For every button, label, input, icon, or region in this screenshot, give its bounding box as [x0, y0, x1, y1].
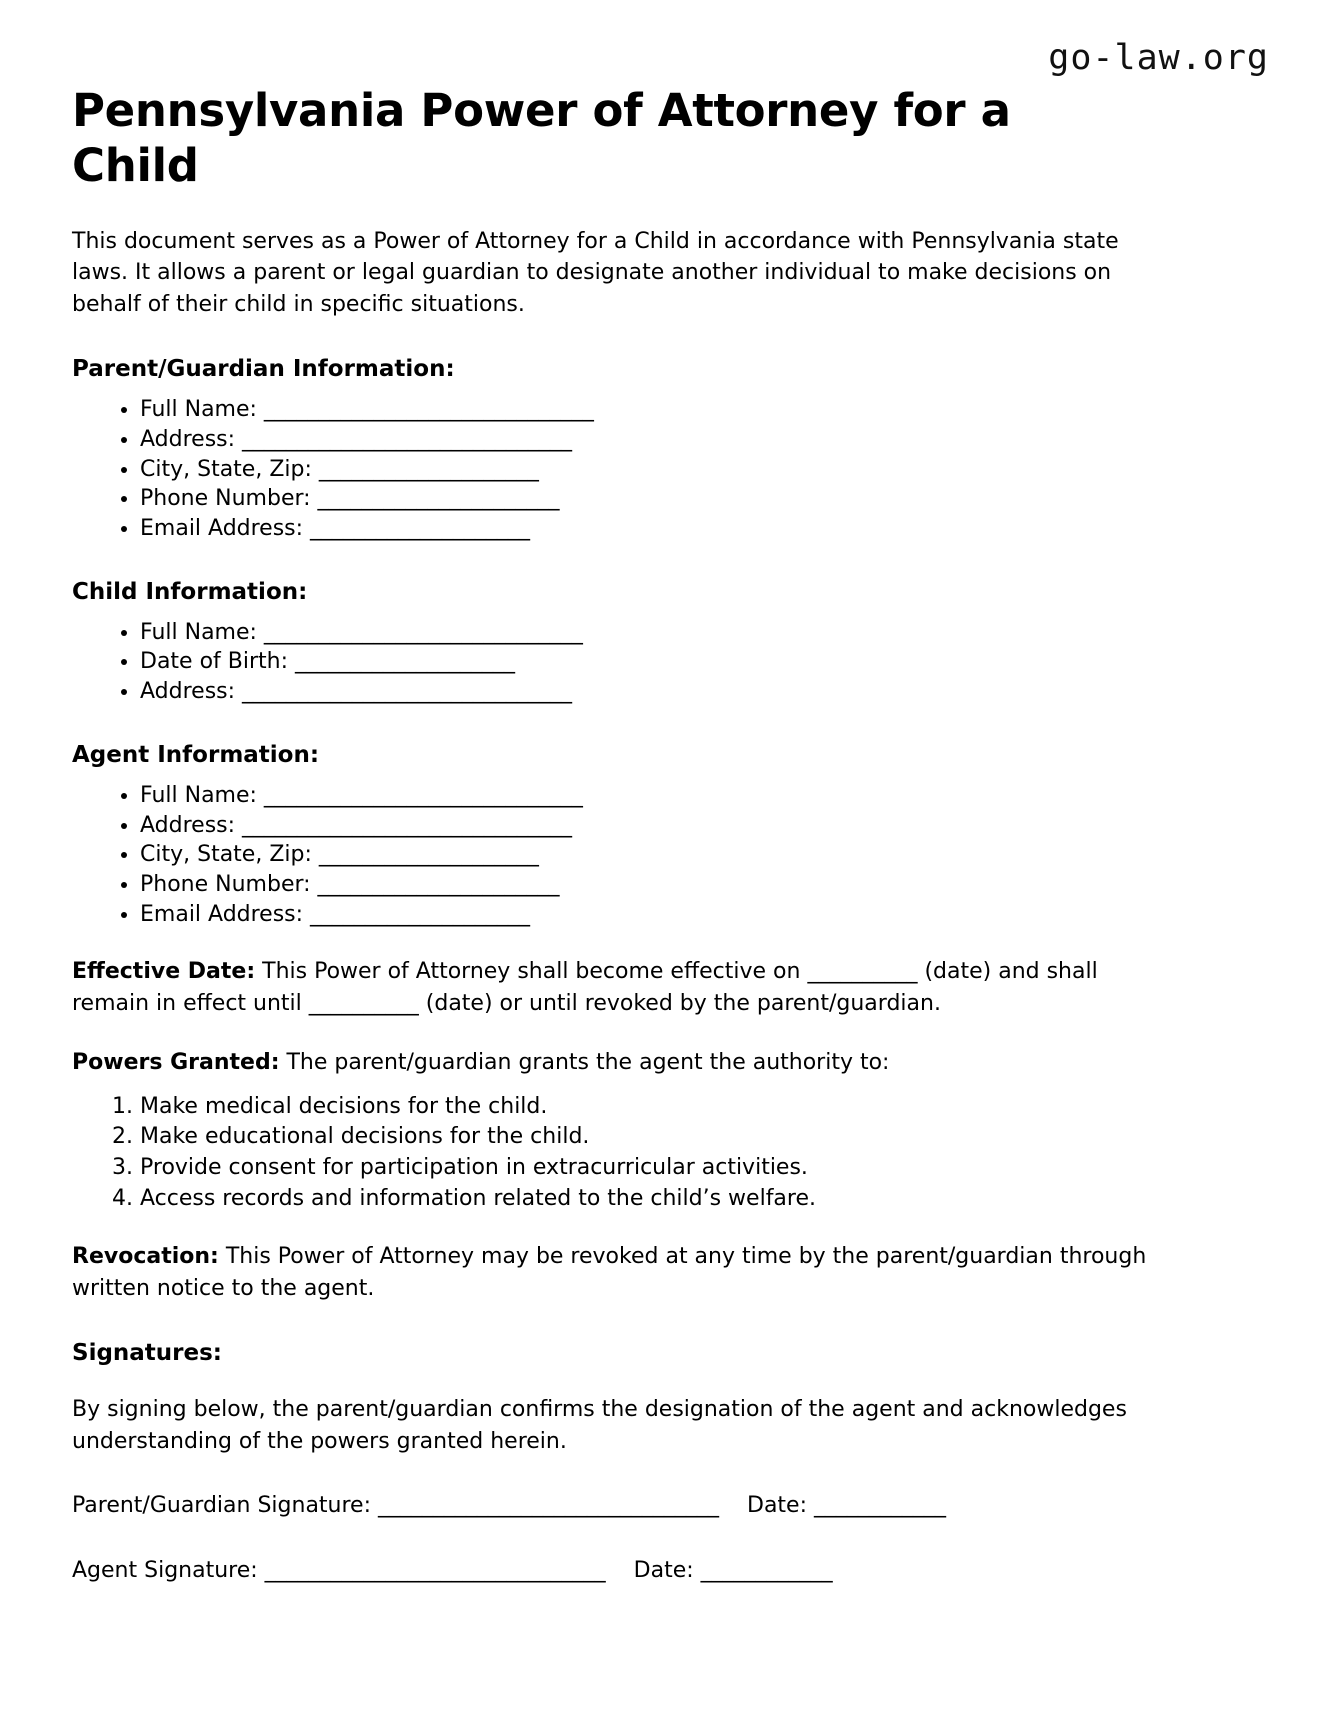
list-item: 1. Make medical decisions for the child.: [140, 1093, 1259, 1122]
effective-date-text-3: (date) or until revoked by the parent/guardian.: [418, 990, 941, 1016]
agent-signature-field: Agent Signature: _______________________________: [72, 1557, 606, 1583]
effective-date-text-2: (date) and shall remain in effect until: [72, 959, 1098, 1016]
parent-signature-date-field: Date: ____________: [747, 1493, 946, 1519]
revocation-label: Revocation:: [72, 1244, 219, 1270]
parent-signature-line: [72, 1491, 1259, 1522]
agent-fields: [72, 782, 1259, 929]
list-item: • Email Address: ____________________: [140, 515, 1259, 543]
list-item: • Phone Number: ______________________: [140, 871, 1259, 899]
agent-section-heading: Agent Information:: [72, 741, 320, 768]
list-item: • City, State, Zip: ____________________: [140, 456, 1259, 484]
effective-date-text-1: This Power of Attorney shall become effective on: [255, 959, 808, 985]
effective-date-blank-1: __________: [807, 959, 918, 985]
signatures-section-heading: Signatures:: [72, 1340, 223, 1367]
effective-date-paragraph: [72, 956, 1167, 1019]
effective-date-label: Effective Date:: [72, 959, 256, 985]
agent-signature-date-field: Date: ____________: [633, 1557, 833, 1583]
list-item: • Full Name: _____________________________: [140, 619, 1259, 647]
site-watermark: go-law.org: [1048, 38, 1269, 78]
list-item: • Address: ______________________________: [140, 812, 1259, 840]
list-item: 3. Provide consent for participation in extracurricular activities.: [140, 1154, 1259, 1183]
revocation-paragraph: [72, 1241, 1167, 1304]
child-section-heading: Child Information:: [72, 578, 308, 605]
page-title: Pennsylvania Power of Attorney for a Child: [72, 84, 1011, 192]
signature-statement: By signing below, the parent/guardian confirms the designation of the agent and acknowledges understanding of the powers granted herein.: [72, 1397, 1127, 1454]
list-item: • Phone Number: ______________________: [140, 485, 1259, 513]
list-item: • Address: ______________________________: [140, 678, 1259, 706]
list-item: • City, State, Zip: ____________________: [140, 841, 1259, 869]
powers-list: [72, 1093, 1259, 1213]
powers-granted-paragraph: [72, 1047, 1167, 1078]
parent-guardian-section-heading: Parent/Guardian Information:: [72, 356, 455, 383]
parent-signature-field: Parent/Guardian Signature: _______________________________: [72, 1493, 720, 1519]
list-item: 2. Make educational decisions for the child.: [140, 1123, 1259, 1152]
list-item: 4. Access records and information related to the child’s welfare.: [140, 1185, 1259, 1214]
effective-date-blank-2: __________: [308, 990, 419, 1016]
revocation-text: This Power of Attorney may be revoked at any time by the parent/guardian through written notice to the agent.: [72, 1244, 1147, 1301]
list-item: • Date of Birth: ____________________: [140, 648, 1259, 676]
list-item: • Address: ______________________________: [140, 426, 1259, 454]
powers-granted-intro: The parent/guardian grants the agent the authority to:: [279, 1050, 890, 1076]
list-item: • Full Name: _____________________________: [140, 782, 1259, 810]
agent-signature-line: [72, 1556, 1259, 1587]
intro-paragraph: This document serves as a Power of Attorney for a Child in accordance with Pennsylvania state laws. It allows a parent or legal guardian to designate another individual to make decisions on behalf of their child in specific situations.: [72, 228, 1119, 317]
powers-granted-label: Powers Granted:: [72, 1050, 280, 1076]
parent-guardian-fields: [72, 396, 1259, 543]
child-fields: [72, 619, 1259, 706]
list-item: • Full Name: ______________________________: [140, 396, 1259, 424]
list-item: • Email Address: ____________________: [140, 901, 1259, 929]
